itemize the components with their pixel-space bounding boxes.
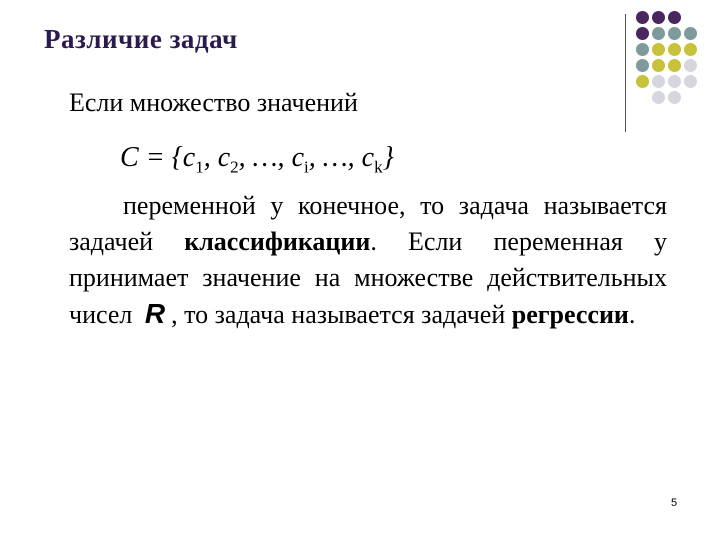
formula-var: c bbox=[217, 142, 231, 173]
decorative-dot bbox=[636, 75, 649, 88]
formula-var: c bbox=[361, 142, 375, 173]
body-text: переменной y конечное, то задача называется задачей bbox=[69, 191, 667, 256]
decorative-dot bbox=[636, 59, 649, 72]
formula-close: } bbox=[382, 142, 394, 173]
term-regression: регрессии bbox=[511, 300, 629, 329]
body-text: . bbox=[628, 300, 636, 329]
formula-sep: , …, bbox=[238, 142, 292, 173]
decorative-dot bbox=[684, 11, 697, 24]
term-classification: классификации bbox=[184, 227, 371, 256]
decorative-dot bbox=[684, 27, 697, 40]
formula-lhs: C bbox=[120, 142, 139, 173]
decorative-dot bbox=[652, 91, 665, 104]
decorative-dot-grid bbox=[636, 11, 697, 104]
real-numbers-symbol: R bbox=[144, 298, 166, 329]
decorative-dot bbox=[684, 75, 697, 88]
formula-sep: , bbox=[203, 142, 218, 173]
decorative-dot bbox=[668, 59, 681, 72]
decorative-dot bbox=[636, 91, 649, 104]
decorative-dot bbox=[668, 27, 681, 40]
decorative-dot bbox=[652, 59, 665, 72]
formula-index: i bbox=[304, 157, 309, 177]
decorative-dot bbox=[636, 11, 649, 24]
decorative-dot bbox=[636, 43, 649, 56]
body-text: . Если переменная y принимает значение на множестве действительных чисел bbox=[69, 227, 667, 329]
formula-sep: , …, bbox=[308, 142, 362, 173]
formula-index: 1 bbox=[195, 157, 204, 177]
decorative-dot bbox=[684, 43, 697, 56]
decorative-dot bbox=[668, 43, 681, 56]
decorative-dot bbox=[652, 75, 665, 88]
formula-index: 2 bbox=[230, 157, 239, 177]
decorative-dot bbox=[668, 91, 681, 104]
slide-title: Различие задач bbox=[44, 24, 238, 54]
set-formula bbox=[120, 142, 394, 178]
decorative-dot bbox=[668, 11, 681, 24]
decorative-dot bbox=[652, 11, 665, 24]
formula-eq: = { bbox=[138, 142, 183, 173]
decorative-dot bbox=[668, 75, 681, 88]
page-number: 5 bbox=[671, 497, 678, 509]
formula-index: k bbox=[374, 157, 383, 177]
lead-text: Если множество значений bbox=[69, 88, 358, 117]
vertical-divider bbox=[625, 14, 626, 132]
decorative-dot bbox=[684, 91, 697, 104]
decorative-dot bbox=[652, 27, 665, 40]
body-text: , то задача называется задачей bbox=[171, 300, 512, 329]
decorative-dot bbox=[636, 27, 649, 40]
formula-var: c bbox=[291, 142, 304, 173]
body-paragraph bbox=[69, 188, 667, 333]
formula-var: c bbox=[182, 142, 196, 173]
decorative-dot bbox=[652, 43, 665, 56]
decorative-dot bbox=[684, 59, 697, 72]
